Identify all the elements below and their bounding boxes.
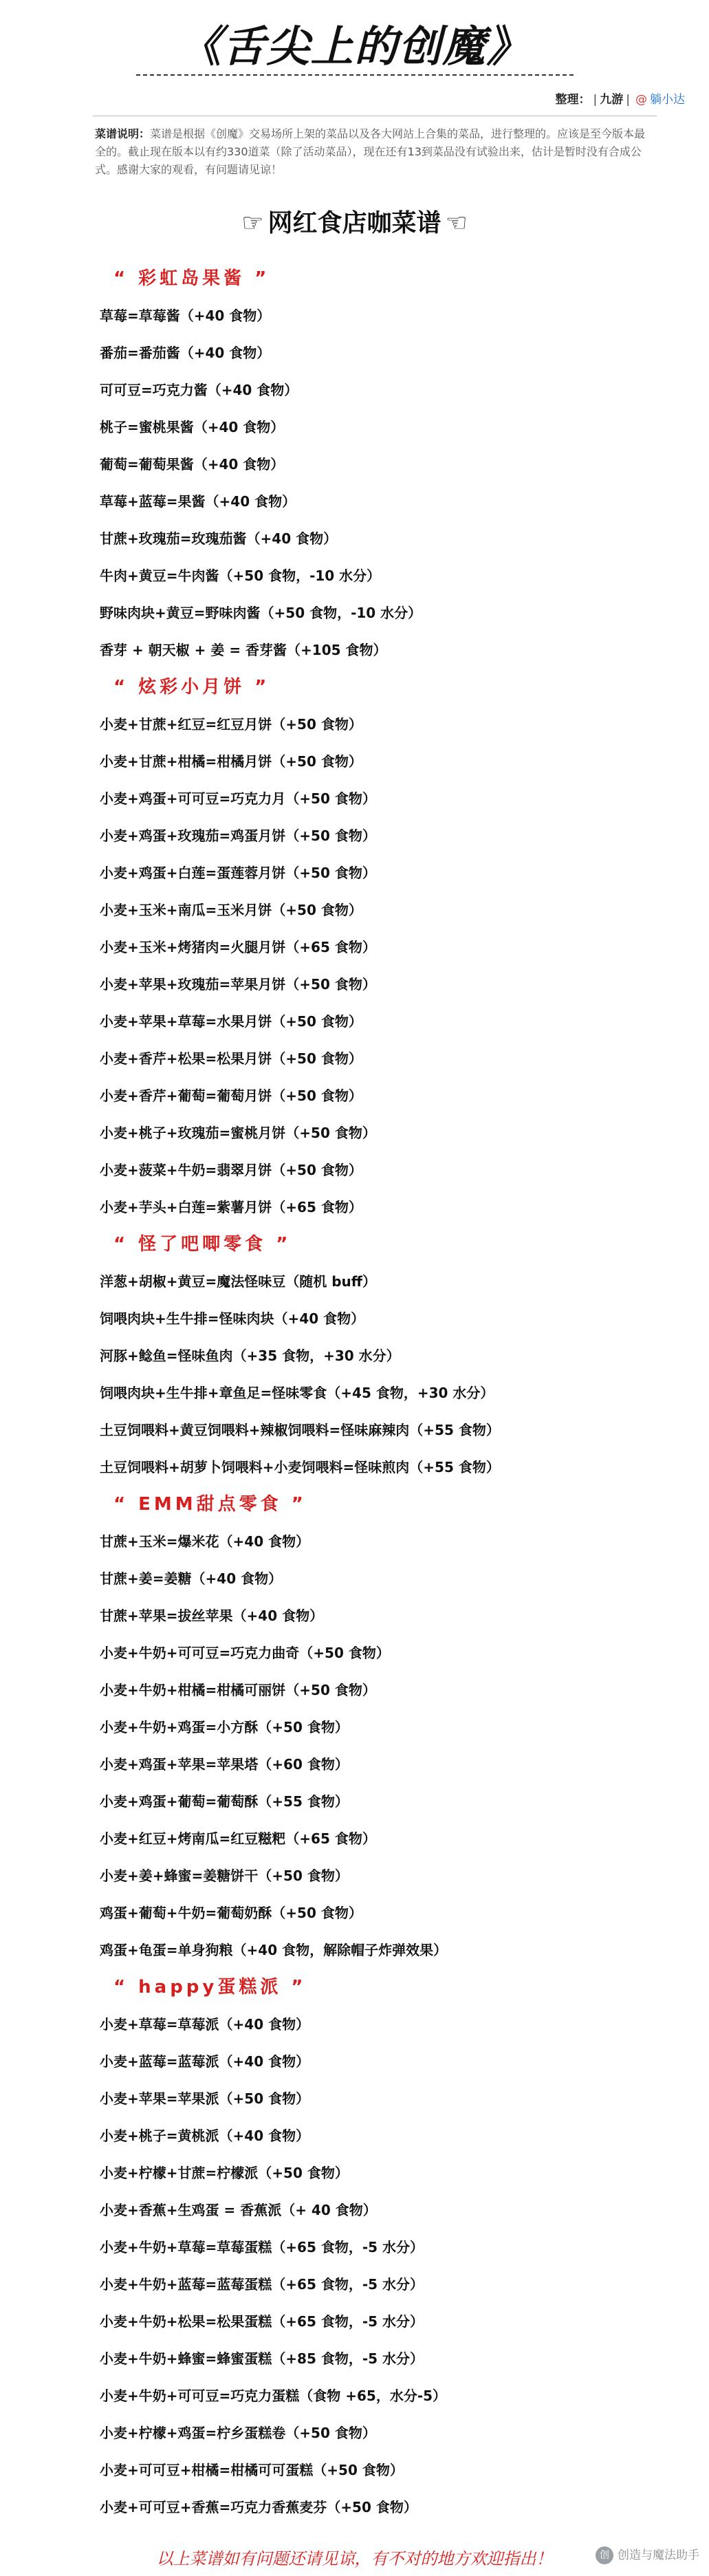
recipe-item: 小麦+鸡蛋+苹果=苹果塔（+60 食物） <box>100 1756 349 1773</box>
recipe-item: 小麦+牛奶+柑橘=柑橘可丽饼（+50 食物） <box>100 1682 376 1698</box>
recipe-item: 小麦+牛奶+鸡蛋=小方酥（+50 食物） <box>100 1719 349 1735</box>
recipe-item: 小麦+牛奶+蜂蜜=蜂蜜蛋糕（+85 食物，-5 水分） <box>100 2350 424 2367</box>
recipe-item: 小麦+鸡蛋+可可豆=巧克力月（+50 食物） <box>100 790 376 807</box>
weibo-at-icon: @ <box>635 93 647 107</box>
credit-line <box>556 89 685 107</box>
recipe-item: 小麦+牛奶+可可豆=巧克力蛋糕（食物 +65，水分-5） <box>100 2388 447 2404</box>
recipe-item: 鸡蛋+葡萄+牛奶=葡萄奶酥（+50 食物） <box>100 1905 362 1921</box>
recipe-item: 小麦+可可豆+柑橘=柑橘可可蛋糕（+50 食物） <box>100 2462 404 2478</box>
recipe-item: 小麦+香蕉+生鸡蛋 = 香蕉派（+ 40 食物） <box>100 2202 377 2218</box>
recipe-item: 小麦+柠檬+鸡蛋=柠乡蛋糕卷（+50 食物） <box>100 2425 376 2441</box>
recipe-item: 小麦+玉米+南瓜=玉米月饼（+50 食物） <box>100 902 362 918</box>
recipe-item: 小麦+鸡蛋+玫瑰茄=鸡蛋月饼（+50 食物） <box>100 827 376 844</box>
recipe-item: 甘蔗+玫瑰茄=玫瑰茄酱（+40 食物） <box>100 530 338 547</box>
credit-studio: 九游 <box>600 93 624 107</box>
recipe-item: 小麦+牛奶+蓝莓=蓝莓蛋糕（+65 食物，-5 水分） <box>100 2276 424 2293</box>
credit-label: 整理： <box>555 93 591 107</box>
recipe-item: 土豆饲喂料+胡萝卜饲喂料+小麦饲喂料=怪味煎肉（+55 食物） <box>100 1459 500 1475</box>
recipe-item: 小麦+玉米+烤猪肉=火腿月饼（+65 食物） <box>100 939 376 955</box>
recipe-item: 小麦+菠菜+牛奶=翡翠月饼（+50 食物） <box>100 1162 362 1178</box>
recipe-item: 小麦+苹果=苹果派（+50 食物） <box>100 2090 310 2107</box>
recipe-item: 小麦+牛奶+松果=松果蛋糕（+65 食物，-5 水分） <box>100 2313 424 2330</box>
recipe-item: 小麦+苹果+草莓=水果月饼（+50 食物） <box>100 1013 362 1030</box>
recipe-item: 甘蔗+玉米=爆米花（+40 食物） <box>100 1533 310 1550</box>
recipe-item: 草莓=草莓酱（+40 食物） <box>100 307 271 324</box>
intro-paragraph <box>95 125 655 179</box>
recipe-item: 小麦+柠檬+甘蔗=柠檬派（+50 食物） <box>100 2165 349 2181</box>
footer-note: 以上菜谱如有问题还请见谅，有不对的地方欢迎指出！ <box>156 2549 553 2568</box>
section-title: 网红食店咖菜谱 <box>268 209 441 237</box>
recipe-item: 饲喂肉块+生牛排=怪味肉块（+40 食物） <box>100 1310 365 1327</box>
recipe-item: 葡萄=葡萄果酱（+40 食物） <box>100 456 285 473</box>
watermark-text: 创造与魔法助手 <box>618 2548 699 2562</box>
recipe-item: 小麦+鸡蛋+白莲=蛋莲蓉月饼（+50 食物） <box>100 865 376 881</box>
recipe-item: 小麦+姜+蜂蜜=姜糖饼干（+50 食物） <box>100 1868 349 1884</box>
recipe-item: 鸡蛋+龟蛋=单身狗粮（+40 食物，解除帽子炸弹效果） <box>100 1942 448 1958</box>
pointing-left-icon: ☜ <box>445 209 468 237</box>
recipe-item: 小麦+牛奶+可可豆=巧克力曲奇（+50 食物） <box>100 1645 390 1661</box>
intro-text: 菜谱是根据《创魔》交易场所上架的菜品以及各大网站上合集的菜品，进行整理的。应该是至今版本最全的。截止现在版本以有约330道菜（除了活动菜品），现在还有13到菜品没有试验出来，估计是暂时没有合成公式。感谢大家的观看，有问题请见谅！ <box>95 127 646 176</box>
category-heading: “ EMM甜点零食 ” <box>113 1494 307 1515</box>
recipe-item: 洋葱+胡椒+黄豆=魔法怪味豆（随机 buff） <box>100 1273 376 1290</box>
watermark <box>596 2545 699 2564</box>
recipe-item: 番茄=番茄酱（+40 食物） <box>100 345 271 361</box>
recipe-item: 河豚+鲶鱼=怪味鱼肉（+35 食物，+30 水分） <box>100 1347 400 1364</box>
category-heading: “ 怪了吧唧零食 ” <box>113 1234 292 1255</box>
recipe-item: 小麦+苹果+玫瑰茄=苹果月饼（+50 食物） <box>100 976 376 993</box>
recipe-item: 小麦+桃子+玫瑰茄=蜜桃月饼（+50 食物） <box>100 1125 376 1141</box>
recipe-item: 甘蔗+姜=姜糖（+40 食物） <box>100 1570 283 1587</box>
recipe-item: 小麦+香芹+松果=松果月饼（+50 食物） <box>100 1050 362 1067</box>
recipe-item: 小麦+红豆+烤南瓜=红豆糍粑（+65 食物） <box>100 1830 376 1847</box>
recipe-item: 小麦+甘蔗+红豆=红豆月饼（+50 食物） <box>100 716 362 733</box>
wechat-logo-icon: 创 <box>596 2546 613 2564</box>
recipe-item: 小麦+芋头+白莲=紫薯月饼（+65 食物） <box>100 1199 362 1215</box>
recipe-item: 草莓+蓝莓=果酱（+40 食物） <box>100 493 296 510</box>
recipe-item: 土豆饲喂料+黄豆饲喂料+辣椒饲喂料=怪味麻辣肉（+55 食物） <box>100 1422 500 1438</box>
recipe-item: 牛肉+黄豆=牛肉酱（+50 食物，-10 水分） <box>100 567 381 584</box>
recipe-item: 小麦+桃子=黄桃派（+40 食物） <box>100 2128 310 2144</box>
recipe-item: 甘蔗+苹果=拔丝苹果（+40 食物） <box>100 1608 324 1624</box>
section-header <box>0 204 709 239</box>
recipe-list <box>100 260 677 2526</box>
recipe-item: 小麦+牛奶+草莓=草莓蛋糕（+65 食物，-5 水分） <box>100 2239 424 2255</box>
recipe-item: 小麦+鸡蛋+葡萄=葡萄酥（+55 食物） <box>100 1793 349 1810</box>
recipe-item: 桃子=蜜桃果酱（+40 食物） <box>100 419 285 435</box>
recipe-item: 饲喂肉块+生牛排+章鱼足=怪味零食（+45 食物，+30 水分） <box>100 1385 494 1401</box>
title-divider <box>136 74 574 76</box>
pointing-right-icon: ☞ <box>241 209 264 237</box>
recipe-item: 小麦+甘蔗+柑橘=柑橘月饼（+50 食物） <box>100 753 362 770</box>
intro-lead: 菜谱说明： <box>95 127 151 140</box>
recipe-item: 香芽 + 朝天椒 + 姜 = 香芽酱（+105 食物） <box>100 642 387 658</box>
category-heading: “ happy蛋糕派 ” <box>113 1977 307 1998</box>
recipe-item: 野味肉块+黄豆=野味肉酱（+50 食物，-10 水分） <box>100 605 422 621</box>
category-heading: “ 彩虹岛果酱 ” <box>113 268 270 289</box>
recipe-item: 小麦+可可豆+香蕉=巧克力香蕉麦芬（+50 食物） <box>100 2499 417 2515</box>
credit-author-link[interactable]: 躺小达 <box>650 93 685 107</box>
page-title: 《舌尖上的创魔》 <box>178 21 531 72</box>
recipe-item: 可可豆=巧克力酱（+40 食物） <box>100 382 298 398</box>
credit-separator: | <box>626 93 630 107</box>
recipe-item: 小麦+草莓=草莓派（+40 食物） <box>100 2016 310 2033</box>
credit-separator: | <box>593 93 598 107</box>
category-heading: “ 炫彩小月饼 ” <box>113 677 270 697</box>
recipe-item: 小麦+香芹+葡萄=葡萄月饼（+50 食物） <box>100 1087 362 1104</box>
recipe-item: 小麦+蓝莓=蓝莓派（+40 食物） <box>100 2053 310 2070</box>
